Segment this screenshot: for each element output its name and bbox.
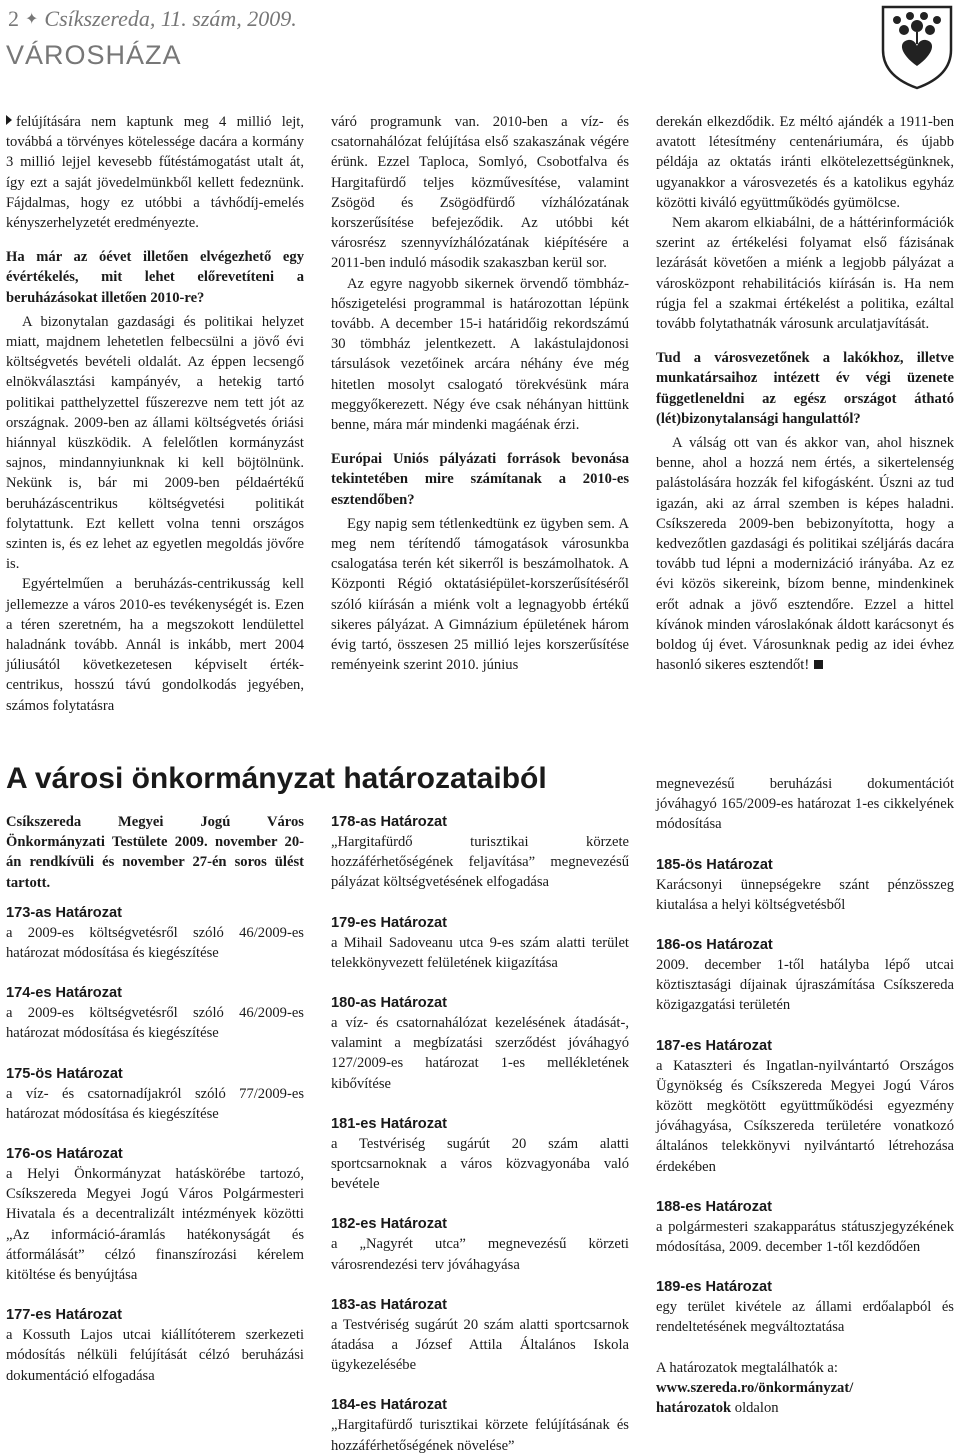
resolution-text: a Testvériség sugárút 20 szám alatti sportcsarnok átadása a József Attila Általános Iskola ügykezelésébe xyxy=(331,1316,629,1374)
resolution-text: a Kossuth Lajos utcai kiállítóterem szerkezeti módosítás nélküli felújítását célzó beruházási dokumentáció elfogadása xyxy=(6,1327,304,1384)
resolution-heading: 186-os Határozat xyxy=(656,937,773,954)
resolution-text: „Hargitafürdő turisztikai körzete hozzáférhetőségének feljavítása” megnevezésű pályázat költségvetésének elfogadása xyxy=(331,834,629,891)
paragraph: A válság ott van és akkor van, ahol hisznek benne, ahol a hozzá nem értés, a sikertelenség palástolására hozzák fel kifogásként. Úszni az tud igazán, aki az árral szemben is képes haladni. Csíkszereda 2009-ben bebizonyította, hogy a kedvezőtlen gazdasági és politikai széljárás dacára tovább tud lépni a modernizáció irányába. Az ez évi közös sikereink, bízom benne, mindenkinek erőt adnak a jövő esztendőre. Ezzel a hittel kívánok minden városlakónak áldott karácsonyt és boldog új évet. Városunknak pedig az idei évhez hasonló sikeres esztendőt! xyxy=(656,435,954,674)
article-column-2 xyxy=(331,112,629,675)
resolution-text: a 2009-es költségvetésről szóló 46/2009-es határozat módosítása és kiegészítése xyxy=(6,924,304,962)
note-suffix: oldalon xyxy=(731,1400,779,1417)
resolution-text: a Helyi Önkormányzat hatáskörébe tartozó, Csíkszereda Megyei Jogú Város Polgármesteri Hivatala és a decentralizált intézmények közötti „Az információ-áramlás hatékonyságát és átformálását” célzó finanszírozási kérelem kitöltése és benyújtása xyxy=(6,1166,304,1284)
resolution-text: a Testvériség sugárút 20 szám alatti sportcsarnoknak a város közvagyonába való bevétele xyxy=(331,1135,629,1193)
resolution-text-continued: megnevezésű beruházási dokumentációt jóváhagyó 165/2009-es határozat 1-es cikkelyének módosítása xyxy=(656,776,954,833)
resolution-text: a Mihail Sadoveanu utca 9-es szám alatti terület telekkönyvezett felületének kiigazítása xyxy=(331,934,629,971)
resolution-heading: 185-ös Határozat xyxy=(656,856,773,873)
interview-question: Tud a városvezetőnek a lakókhoz, illetve munkatársaihoz intézett év végi üzenete függetleneldni az egész országot átható (lét)bizonytalansági hangulattól? xyxy=(656,350,954,427)
article-column-1 xyxy=(6,112,304,716)
resolutions-intro: Csíkszereda Megyei Jogú Város Önkormányzati Testülete 2009. november 20-án rendkívüli és november 27-én soros ülést tartott. xyxy=(6,814,304,891)
resolution-heading: 187-es Határozat xyxy=(656,1037,772,1054)
article-column-3 xyxy=(656,112,954,675)
resolution-heading: 184-es Határozat xyxy=(331,1397,447,1414)
issue-info: Csíkszereda, 11. szám, 2009. xyxy=(44,6,297,31)
resolution-text: a 2009-es költségvetésről szóló 46/2009-es határozat módosítása és kiegészítése xyxy=(6,1005,304,1042)
resolution-heading: 178-as Határozat xyxy=(331,814,447,830)
resolution-heading: 181-es Határozat xyxy=(331,1115,447,1132)
note-text: A határozatok megtalálhatók a: xyxy=(656,1359,838,1376)
resolution-heading: 175-ös Határozat xyxy=(6,1065,123,1082)
paragraph: derekán elkezdődik. Ez méltó ajándék a 1911-ben avatott létesítmény centenáriumára, és újabb példája az oktatás iránti elkötelezettségünknek, ugyanakkor a városvezetés és a katolikus egyház közötti kiváló együttműködés gyümölcse. xyxy=(656,114,954,211)
resolution-text: „Hargitafürdő turisztikai körzete felújításának és hozzáférhetőségének növelése” xyxy=(331,1417,629,1454)
continuation-arrow-icon xyxy=(6,115,12,125)
resolutions-title: A városi önkormányzat határozataiból xyxy=(6,762,547,795)
resolutions-column-3 xyxy=(656,774,954,1418)
resolution-text: Karácsonyi ünnepségekre szánt pénzösszeg kiutalása a helyi költségvetésből xyxy=(656,876,954,913)
resolution-text: 2009. december 1-től hatályba lépő utcai köztisztasági díjainak újraszámítása Csíkszereda közigazgatási területén xyxy=(656,957,954,1014)
resolution-heading: 188-es Határozat xyxy=(656,1198,772,1215)
paragraph: A bizonytalan gazdasági és politikai helyzet miatt, majdnem lehetetlen felbecsülni a jövő évi költségvetés bevételi oldalát. Az éppen lecsengő elnökválasztási kampányév, a hetekig tartó politikai patthelyzettel fűszerezve nem tett jót az országnak. 2009-ben az állami költségvetés óriási hiánnyal küszködik. A felelőtlen kormányzást sajnos, mindannyiunknak ki kell böjtölnünk. Nekünk is, bár mi 2009-ben példaértékű beruházáscentrikus költségvetési politikát folytattunk. Ezt kellett volna tenni országos szinten is, és ez lehet az egyetlen megoldás jövőre is. xyxy=(6,313,304,573)
resolution-heading: 174-es Határozat xyxy=(6,985,122,1002)
resolution-heading: 183-as Határozat xyxy=(331,1296,447,1313)
resolution-text: a Kataszteri és Ingatlan-nyilvántartó Országos Ügynökség és Csíkszereda Megyei Jogú Város között megkötött együttműködési egyezmény jóváhagyása, Csíkszereda területére vonatkozó általános telekkönyvi nyilvántartó létrehozása érdekében xyxy=(656,1057,954,1175)
resolution-heading: 177-es Határozat xyxy=(6,1307,122,1324)
diamond-icon: ✦ xyxy=(25,11,39,28)
resolution-heading: 180-as Határozat xyxy=(331,995,447,1012)
resolution-heading: 173-as Határozat xyxy=(6,904,122,921)
paragraph: Az egyre nagyobb sikernek örvendő tömbház-hőszigetelési programmal is határozottan lépünk tovább. A december 15-i határidőig rekordszámú 30 tömbház jelentkezett. A lakástulajdonosi társulások vezetőinek arcára néhány éve még hitetlen mosolyt csalogató törekvésünk mára meggyőkerezett. Négy éve csak néhányan hittünk benne, mára már mindenki magáénak érzi. xyxy=(331,275,629,434)
resolution-heading: 189-es Határozat xyxy=(656,1279,772,1296)
page-number: 2 xyxy=(8,6,19,31)
resolution-text: egy terület kivétele az állami erdőalapból és rendeltetésének megváltoztatása xyxy=(656,1299,954,1336)
resolutions-column-1 xyxy=(6,812,304,1386)
paragraph: váró programunk van. 2010-ben a víz- és csatornahálózat felújítása első szakaszának végére érünk. Ezzel Taploca, Somlyó, Csobotfalva és Hargitafürdő teljes közművesítése, valamint Zsögöd és Zsögödfürdő vízhálózatának korszerűsítése befejeződik. Az utóbbi két városrész szennyvízhálózatának kiépítésére a 2011-ben induló második szakaszban kerül sor. xyxy=(331,114,629,272)
resolution-heading: 179-es Határozat xyxy=(331,914,447,931)
end-of-article-mark xyxy=(814,660,823,669)
resolution-text: a polgármesteri szakapparátus státuszjegyzékének módosítása, 2009. december 1-től kezdődően xyxy=(656,1218,954,1256)
city-coat-of-arms-icon xyxy=(880,4,954,90)
paragraph: felújítására nem kaptunk meg 4 millió lejt, továbbá a törvényes kötelessége dacára a kormány 3 millió lejjel kevesebb fűtéstámogatást utalt át, így ezt a saját jövedelmünkből kellett fedeznünk. Fájdalmas, hogy ez utóbbi a távhődíj-emelés kényszerhelyzetét eredményezte. xyxy=(6,114,304,232)
resolution-text: a „Nagyrét utca” megnevezésű körzeti városrendezési terv jóváhagyása xyxy=(331,1236,629,1273)
interview-question: Európai Uniós pályázati források bevonása tekintetében mire számítanak a 2010-es esztendőben? xyxy=(331,451,629,508)
page-header xyxy=(8,6,297,32)
resolution-heading: 182-es Határozat xyxy=(331,1216,447,1233)
resolution-heading: 176-os Határozat xyxy=(6,1146,123,1163)
resolutions-column-2 xyxy=(331,812,629,1456)
paragraph: Nem akarom elkiabálni, de a háttérinformációk szerint az értékelési folyamat első fázisának lezárását követően a miénk a legjobb pályázat a városközpont rehabilitációs kiírásán is. Ha nem rúgja fel a szakmai értékelést a politika, ezáltal tovább folytathatnák városunk arculatjavítását. xyxy=(656,215,954,333)
paragraph: Egy napig sem tétlenkedtünk ez ügyben sem. A meg nem térítendő támogatások városunkba csalogatása terén két sikerről is beszámolhatok. A Központi Régió oktatásiépület-korszerűsítéséről szóló kiírásán a miénk volt a legnagyobb értékű sikeres pályázat. A Gimnázium épületének három évig tartó, összesen 25 millió lejes korszerűsítése reményeink szerint 2010. június xyxy=(331,515,629,674)
section-title: VÁROSHÁZA xyxy=(6,40,182,70)
paragraph: Egyértelműen a beruházás-centrikusság kell jellemezze a város 2010-es tevékenységét is. Ezen a téren szeretném, ha a megszokott lendülettel haladnánk tovább. Annál is inkább, mert 2004 júliusától következetesen képviselt érték-centrikus, hosszú távú gondolkodás jegyében, számos folytatásra xyxy=(6,576,304,714)
source-url-link[interactable]: www.szereda.ro/önkormányzat/ xyxy=(656,1379,854,1396)
resolution-text: a víz- és csatornadíjakról szóló 77/2009-es határozat módosítása és kiegészítése xyxy=(6,1085,304,1122)
interview-question: Ha már az óévet illetően elvégezhető egy évértékelés, mit lehet előrevetíteni a beruházásokat illetően 2010-re? xyxy=(6,249,304,306)
resolution-text: a víz- és csatornahálózat kezelésének átadását-, valamint a megbízatási szerződést jóváhagyó 127/2009-es határozat 1-es mellékletének kibővítése xyxy=(331,1015,629,1092)
source-url-link-part[interactable]: határozatok xyxy=(656,1400,732,1417)
resolutions-source-note xyxy=(656,1358,954,1419)
